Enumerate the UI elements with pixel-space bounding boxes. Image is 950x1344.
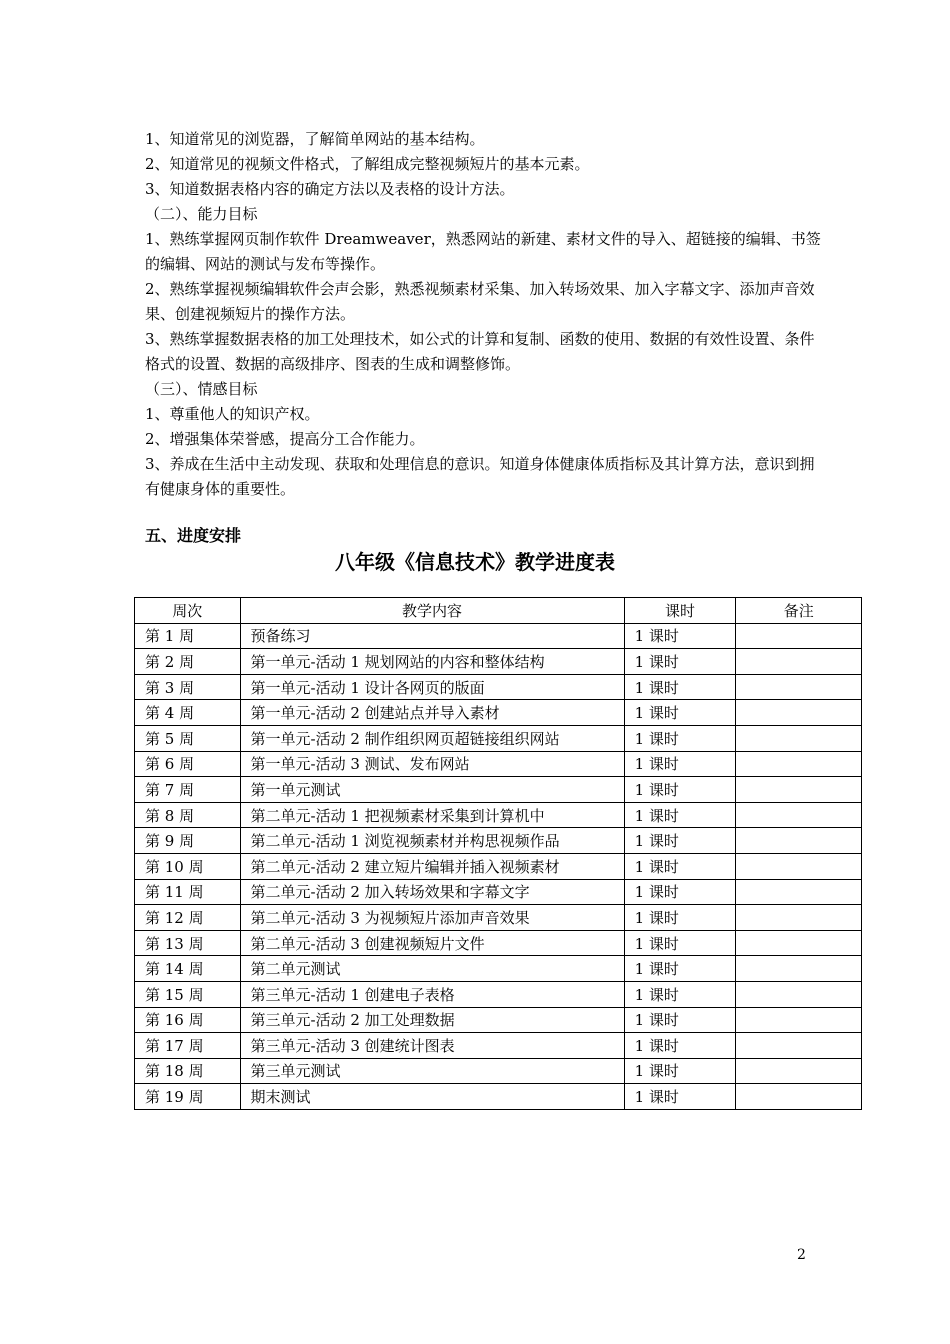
table-row (135, 956, 862, 982)
notes-cell (736, 853, 862, 879)
table-row (135, 777, 862, 803)
notes-cell (736, 674, 862, 700)
paragraph: （三）、情感目标 (145, 380, 258, 398)
week-cell: 第 15 周 (135, 981, 241, 1007)
hours-cell: 1 课时 (624, 802, 736, 828)
table-row (135, 751, 862, 777)
content-cell: 第一单元-活动 2 制作组织网页超链接组织网站 (240, 725, 624, 751)
header-hours: 课时 (624, 598, 736, 624)
paragraph: 2、熟练掌握视频编辑软件会声会影，熟悉视频素材采集、加入转场效果、加入字幕文字、添加声音效果、创建视频短片的操作方法。 (145, 280, 815, 323)
table-row (135, 674, 862, 700)
notes-cell (736, 981, 862, 1007)
week-cell: 第 4 周 (135, 700, 241, 726)
notes-cell (736, 1084, 862, 1110)
notes-cell (736, 751, 862, 777)
content-cell: 第一单元-活动 1 设计各网页的版面 (240, 674, 624, 700)
hours-cell: 1 课时 (624, 649, 736, 675)
table-row (135, 1084, 862, 1110)
hours-cell: 1 课时 (624, 905, 736, 931)
content-cell: 第一单元-活动 1 规划网站的内容和整体结构 (240, 649, 624, 675)
week-cell: 第 11 周 (135, 879, 241, 905)
content-cell: 第三单元-活动 1 创建电子表格 (240, 981, 624, 1007)
notes-cell (736, 930, 862, 956)
content-cell: 第二单元-活动 1 浏览视频素材并构思视频作品 (240, 828, 624, 854)
notes-cell (736, 956, 862, 982)
content-cell: 第一单元测试 (240, 777, 624, 803)
notes-cell (736, 879, 862, 905)
hours-cell: 1 课时 (624, 1084, 736, 1110)
header-notes: 备注 (736, 598, 862, 624)
table-row (135, 1058, 862, 1084)
table-row (135, 981, 862, 1007)
hours-cell: 1 课时 (624, 930, 736, 956)
week-cell: 第 3 周 (135, 674, 241, 700)
header-week: 周次 (135, 598, 241, 624)
hours-cell: 1 课时 (624, 751, 736, 777)
table-row (135, 930, 862, 956)
notes-cell (736, 700, 862, 726)
table-title: 八年级《信息技术》教学进度表 (335, 550, 615, 574)
week-cell: 第 7 周 (135, 777, 241, 803)
week-cell: 第 2 周 (135, 649, 241, 675)
notes-cell (736, 777, 862, 803)
table-row (135, 725, 862, 751)
content-cell: 第二单元-活动 2 建立短片编辑并插入视频素材 (240, 853, 624, 879)
table-row (135, 853, 862, 879)
week-cell: 第 10 周 (135, 853, 241, 879)
table-header-row (135, 598, 862, 624)
notes-cell (736, 1033, 862, 1059)
paragraph: 3、熟练掌握数据表格的加工处理技术，如公式的计算和复制、函数的使用、数据的有效性设置、条件格式的设置、数据的高级排序、图表的生成和调整修饰。 (145, 330, 815, 373)
page-number: 2 (797, 1247, 806, 1263)
table-row (135, 802, 862, 828)
content-cell: 第二单元测试 (240, 956, 624, 982)
notes-cell (736, 649, 862, 675)
content-cell: 第二单元-活动 3 创建视频短片文件 (240, 930, 624, 956)
notes-cell (736, 828, 862, 854)
paragraph: 1、知道常见的浏览器，了解简单网站的基本结构。 (145, 130, 485, 148)
table-row (135, 1033, 862, 1059)
content-cell: 第二单元-活动 1 把视频素材采集到计算机中 (240, 802, 624, 828)
table-row (135, 905, 862, 931)
hours-cell: 1 课时 (624, 623, 736, 649)
week-cell: 第 17 周 (135, 1033, 241, 1059)
hours-cell: 1 课时 (624, 981, 736, 1007)
hours-cell: 1 课时 (624, 674, 736, 700)
content-cell: 第一单元-活动 2 创建站点并导入素材 (240, 700, 624, 726)
hours-cell: 1 课时 (624, 853, 736, 879)
content-cell: 第一单元-活动 3 测试、发布网站 (240, 751, 624, 777)
hours-cell: 1 课时 (624, 956, 736, 982)
table-row (135, 879, 862, 905)
hours-cell: 1 课时 (624, 1007, 736, 1033)
content-cell: 期末测试 (240, 1084, 624, 1110)
table-row (135, 649, 862, 675)
paragraph: 1、熟练掌握网页制作软件 Dreamweaver，熟悉网站的新建、素材文件的导入、超链接的编辑、书签的编辑、网站的测试与发布等操作。 (145, 230, 821, 273)
paragraph: 1、尊重他人的知识产权。 (145, 405, 320, 423)
paragraph: 2、知道常见的视频文件格式，了解组成完整视频短片的基本元素。 (145, 155, 590, 173)
week-cell: 第 18 周 (135, 1058, 241, 1084)
week-cell: 第 8 周 (135, 802, 241, 828)
hours-cell: 1 课时 (624, 1033, 736, 1059)
notes-cell (736, 905, 862, 931)
content-cell: 第二单元-活动 2 加入转场效果和字幕文字 (240, 879, 624, 905)
notes-cell (736, 1007, 862, 1033)
paragraph: 3、养成在生活中主动发现、获取和处理信息的意识。知道身体健康体质指标及其计算方法，意识到拥有健康身体的重要性。 (145, 455, 815, 498)
week-cell: 第 1 周 (135, 623, 241, 649)
content-cell: 第三单元-活动 2 加工处理数据 (240, 1007, 624, 1033)
week-cell: 第 9 周 (135, 828, 241, 854)
week-cell: 第 19 周 (135, 1084, 241, 1110)
paragraph: 2、增强集体荣誉感，提高分工合作能力。 (145, 430, 425, 448)
content-cell: 第三单元测试 (240, 1058, 624, 1084)
notes-cell (736, 1058, 862, 1084)
notes-cell (736, 623, 862, 649)
section-heading: 五、进度安排 (145, 526, 242, 545)
hours-cell: 1 课时 (624, 828, 736, 854)
notes-cell (736, 802, 862, 828)
hours-cell: 1 课时 (624, 700, 736, 726)
header-content: 教学内容 (240, 598, 624, 624)
week-cell: 第 14 周 (135, 956, 241, 982)
table-row (135, 1007, 862, 1033)
table-row (135, 828, 862, 854)
week-cell: 第 16 周 (135, 1007, 241, 1033)
notes-cell (736, 725, 862, 751)
content-cell: 第二单元-活动 3 为视频短片添加声音效果 (240, 905, 624, 931)
week-cell: 第 13 周 (135, 930, 241, 956)
paragraph: 3、知道数据表格内容的确定方法以及表格的设计方法。 (145, 180, 515, 198)
hours-cell: 1 课时 (624, 725, 736, 751)
hours-cell: 1 课时 (624, 879, 736, 905)
table-row (135, 700, 862, 726)
week-cell: 第 12 周 (135, 905, 241, 931)
hours-cell: 1 课时 (624, 1058, 736, 1084)
content-cell: 预备练习 (240, 623, 624, 649)
table-row (135, 623, 862, 649)
content-cell: 第三单元-活动 3 创建统计图表 (240, 1033, 624, 1059)
week-cell: 第 5 周 (135, 725, 241, 751)
schedule-table (134, 597, 862, 1110)
week-cell: 第 6 周 (135, 751, 241, 777)
hours-cell: 1 课时 (624, 777, 736, 803)
paragraph: （二）、能力目标 (145, 205, 258, 223)
